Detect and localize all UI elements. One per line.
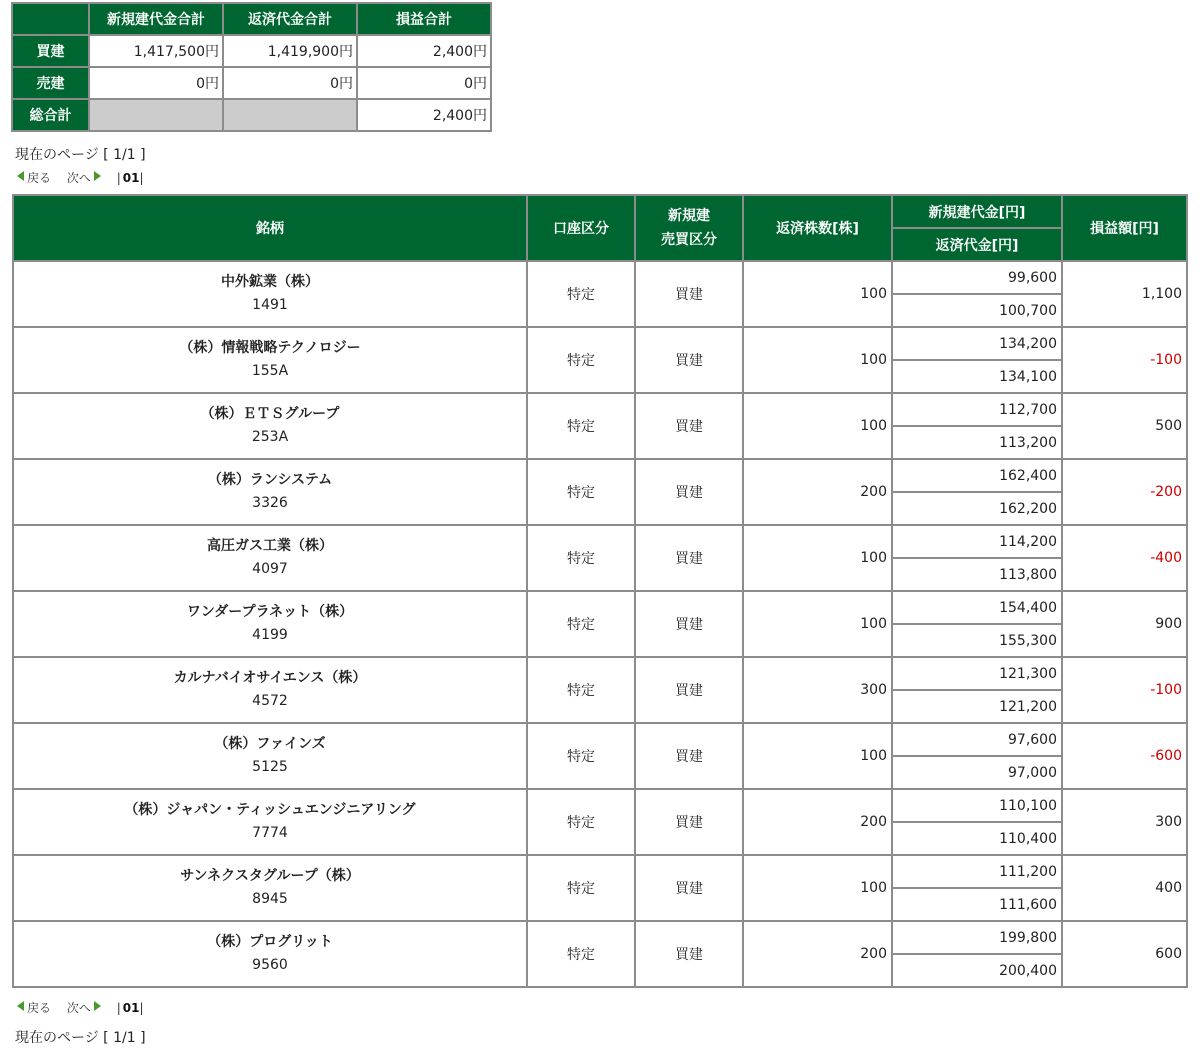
issue-code: 8945 bbox=[252, 891, 288, 907]
table-row bbox=[14, 790, 1186, 821]
trade-type: 買建 bbox=[636, 262, 742, 326]
account-type: 特定 bbox=[528, 724, 634, 788]
summary-new-total: 1,417,500円 bbox=[90, 36, 222, 66]
header-new-amount: 新規建代金[円] bbox=[893, 196, 1061, 227]
header-account: 口座区分 bbox=[528, 196, 634, 260]
issue-code: 4199 bbox=[252, 627, 288, 643]
issue-name: （株）ジャパン・ティッシュエンジニアリング bbox=[124, 802, 416, 818]
account-type: 特定 bbox=[528, 460, 634, 524]
divider: | bbox=[139, 171, 144, 185]
header-issue: 銘柄 bbox=[14, 196, 526, 260]
triangle-left-icon bbox=[17, 1001, 24, 1011]
issue-name: （株）ＥＴＳグループ bbox=[200, 406, 340, 422]
summary-row-label: 買建 bbox=[13, 36, 88, 66]
summary-repay-total: 0円 bbox=[224, 68, 356, 98]
profit-loss: 500 bbox=[1063, 394, 1186, 458]
new-amount: 114,200 bbox=[893, 526, 1061, 557]
issue-code: 4097 bbox=[252, 561, 288, 577]
issue-code: 3326 bbox=[252, 495, 288, 511]
repay-amount: 155,300 bbox=[893, 625, 1061, 656]
summary-row-label: 売建 bbox=[13, 68, 88, 98]
repay-amount: 200,400 bbox=[893, 955, 1061, 986]
issue-cell bbox=[14, 262, 526, 326]
issue-code: 1491 bbox=[252, 297, 288, 313]
summary-pl-total: 2,400円 bbox=[358, 36, 490, 66]
table-row bbox=[14, 328, 1186, 359]
pager-top bbox=[17, 169, 143, 186]
issue-name: ワンダープラネット（株） bbox=[186, 604, 354, 620]
table-row bbox=[14, 922, 1186, 953]
new-amount: 162,400 bbox=[893, 460, 1061, 491]
shares: 100 bbox=[744, 856, 891, 920]
summary-pl-total: 0円 bbox=[358, 68, 490, 98]
issue-cell bbox=[14, 592, 526, 656]
trade-type: 買建 bbox=[636, 592, 742, 656]
trade-type: 買建 bbox=[636, 922, 742, 986]
issue-cell bbox=[14, 526, 526, 590]
back-link-label: 戻る bbox=[27, 1001, 52, 1015]
new-amount: 112,700 bbox=[893, 394, 1061, 425]
profit-loss: 900 bbox=[1063, 592, 1186, 656]
header-pl: 損益額[円] bbox=[1063, 196, 1186, 260]
account-type: 特定 bbox=[528, 856, 634, 920]
repay-amount: 121,200 bbox=[893, 691, 1061, 722]
shares: 200 bbox=[744, 460, 891, 524]
trade-type: 買建 bbox=[636, 724, 742, 788]
next-link[interactable] bbox=[67, 169, 101, 186]
header-shares: 返済株数[株] bbox=[744, 196, 891, 260]
header-trade-type-line1: 新規建 bbox=[668, 208, 710, 224]
account-type: 特定 bbox=[528, 394, 634, 458]
back-link[interactable] bbox=[17, 169, 51, 186]
shares: 100 bbox=[744, 592, 891, 656]
page-number-link[interactable]: 01 bbox=[122, 1001, 140, 1015]
summary-row-buy bbox=[13, 36, 490, 66]
issue-code: 5125 bbox=[252, 759, 288, 775]
account-type: 特定 bbox=[528, 658, 634, 722]
trade-type: 買建 bbox=[636, 328, 742, 392]
repay-amount: 110,400 bbox=[893, 823, 1061, 854]
account-type: 特定 bbox=[528, 592, 634, 656]
issue-code: 4572 bbox=[252, 693, 288, 709]
divider: | bbox=[116, 1001, 121, 1015]
header-trade-type bbox=[636, 196, 742, 260]
header-trade-type-line2: 売買区分 bbox=[661, 232, 717, 248]
trade-type: 買建 bbox=[636, 460, 742, 524]
new-amount: 134,200 bbox=[893, 328, 1061, 359]
issue-cell bbox=[14, 790, 526, 854]
new-amount: 111,200 bbox=[893, 856, 1061, 887]
issue-name: 高圧ガス工業（株） bbox=[207, 538, 333, 554]
shares: 200 bbox=[744, 922, 891, 986]
current-page-top: 現在のページ [ 1/1 ] bbox=[15, 147, 146, 163]
next-link-label: 次へ bbox=[66, 171, 91, 185]
issue-cell bbox=[14, 328, 526, 392]
table-header-row bbox=[14, 196, 1186, 227]
table-row bbox=[14, 460, 1186, 491]
divider: | bbox=[116, 171, 121, 185]
next-link-label: 次へ bbox=[66, 1001, 91, 1015]
profit-loss: -200 bbox=[1063, 460, 1186, 524]
trade-type: 買建 bbox=[636, 394, 742, 458]
current-page-bottom: 現在のページ [ 1/1 ] bbox=[15, 1030, 146, 1046]
divider: | bbox=[139, 1001, 144, 1015]
issue-name: （株）ファインズ bbox=[214, 736, 326, 752]
issue-name: （株）情報戦略テクノロジー bbox=[179, 340, 361, 356]
issue-cell bbox=[14, 724, 526, 788]
issue-name: （株）ランシステム bbox=[207, 472, 333, 488]
summary-row-sell bbox=[13, 68, 490, 98]
profit-loss: 400 bbox=[1063, 856, 1186, 920]
trade-type: 買建 bbox=[636, 856, 742, 920]
new-amount: 99,600 bbox=[893, 262, 1061, 293]
issue-cell bbox=[14, 922, 526, 986]
summary-repay-total: 1,419,900円 bbox=[224, 36, 356, 66]
issue-code: 155A bbox=[251, 363, 289, 379]
page-number-link[interactable]: 01 bbox=[122, 171, 140, 185]
issue-cell bbox=[14, 658, 526, 722]
table-row bbox=[14, 658, 1186, 689]
triangle-left-icon bbox=[17, 171, 24, 181]
profit-loss: -100 bbox=[1063, 328, 1186, 392]
profit-loss: 600 bbox=[1063, 922, 1186, 986]
shares: 200 bbox=[744, 790, 891, 854]
account-type: 特定 bbox=[528, 526, 634, 590]
repay-amount: 111,600 bbox=[893, 889, 1061, 920]
account-type: 特定 bbox=[528, 790, 634, 854]
positions-table bbox=[12, 194, 1188, 988]
issue-cell bbox=[14, 460, 526, 524]
repay-amount: 97,000 bbox=[893, 757, 1061, 788]
profit-loss: -600 bbox=[1063, 724, 1186, 788]
profit-loss: -100 bbox=[1063, 658, 1186, 722]
summary-row-label: 総合計 bbox=[13, 100, 88, 130]
issue-code: 9560 bbox=[252, 957, 288, 973]
issue-code: 7774 bbox=[252, 825, 288, 841]
summary-header-new-total: 新規建代金合計 bbox=[90, 4, 222, 34]
summary-table bbox=[11, 2, 492, 132]
summary-row-grand bbox=[13, 100, 490, 130]
shares: 100 bbox=[744, 394, 891, 458]
repay-amount: 162,200 bbox=[893, 493, 1061, 524]
account-type: 特定 bbox=[528, 262, 634, 326]
table-row bbox=[14, 262, 1186, 293]
summary-header-pl-total: 損益合計 bbox=[358, 4, 490, 34]
repay-amount: 113,800 bbox=[893, 559, 1061, 590]
new-amount: 154,400 bbox=[893, 592, 1061, 623]
new-amount: 199,800 bbox=[893, 922, 1061, 953]
account-type: 特定 bbox=[528, 922, 634, 986]
trade-type: 買建 bbox=[636, 658, 742, 722]
shares: 100 bbox=[744, 526, 891, 590]
issue-name: カルナバイオサイエンス（株） bbox=[173, 670, 367, 686]
triangle-right-icon bbox=[94, 1001, 101, 1011]
profit-loss: 1,100 bbox=[1063, 262, 1186, 326]
back-link[interactable] bbox=[17, 999, 51, 1016]
new-amount: 110,100 bbox=[893, 790, 1061, 821]
issue-name: サンネクスタグループ（株） bbox=[180, 868, 360, 884]
new-amount: 121,300 bbox=[893, 658, 1061, 689]
table-row bbox=[14, 526, 1186, 557]
triangle-right-icon bbox=[94, 171, 101, 181]
shares: 100 bbox=[744, 724, 891, 788]
issue-name: （株）プログリット bbox=[207, 934, 333, 950]
summary-header-row bbox=[13, 4, 490, 34]
profit-loss: -400 bbox=[1063, 526, 1186, 590]
trade-type: 買建 bbox=[636, 526, 742, 590]
summary-empty-cell bbox=[90, 100, 222, 130]
back-link-label: 戻る bbox=[27, 171, 52, 185]
summary-empty-cell bbox=[224, 100, 356, 130]
table-row bbox=[14, 394, 1186, 425]
next-link[interactable] bbox=[67, 999, 101, 1016]
trade-type: 買建 bbox=[636, 790, 742, 854]
new-amount: 97,600 bbox=[893, 724, 1061, 755]
issue-name: 中外鉱業（株） bbox=[221, 274, 319, 290]
summary-corner bbox=[13, 4, 88, 34]
issue-cell bbox=[14, 856, 526, 920]
repay-amount: 113,200 bbox=[893, 427, 1061, 458]
repay-amount: 134,100 bbox=[893, 361, 1061, 392]
summary-grand-pl-total: 2,400円 bbox=[358, 100, 490, 130]
table-row bbox=[14, 724, 1186, 755]
shares: 100 bbox=[744, 262, 891, 326]
issue-cell bbox=[14, 394, 526, 458]
issue-code: 253A bbox=[251, 429, 289, 445]
shares: 100 bbox=[744, 328, 891, 392]
table-row bbox=[14, 592, 1186, 623]
summary-header-repay-total: 返済代金合計 bbox=[224, 4, 356, 34]
pager-bottom bbox=[17, 999, 143, 1016]
shares: 300 bbox=[744, 658, 891, 722]
summary-new-total: 0円 bbox=[90, 68, 222, 98]
table-row bbox=[14, 856, 1186, 887]
header-repay-amount: 返済代金[円] bbox=[893, 229, 1061, 260]
account-type: 特定 bbox=[528, 328, 634, 392]
profit-loss: 300 bbox=[1063, 790, 1186, 854]
repay-amount: 100,700 bbox=[893, 295, 1061, 326]
